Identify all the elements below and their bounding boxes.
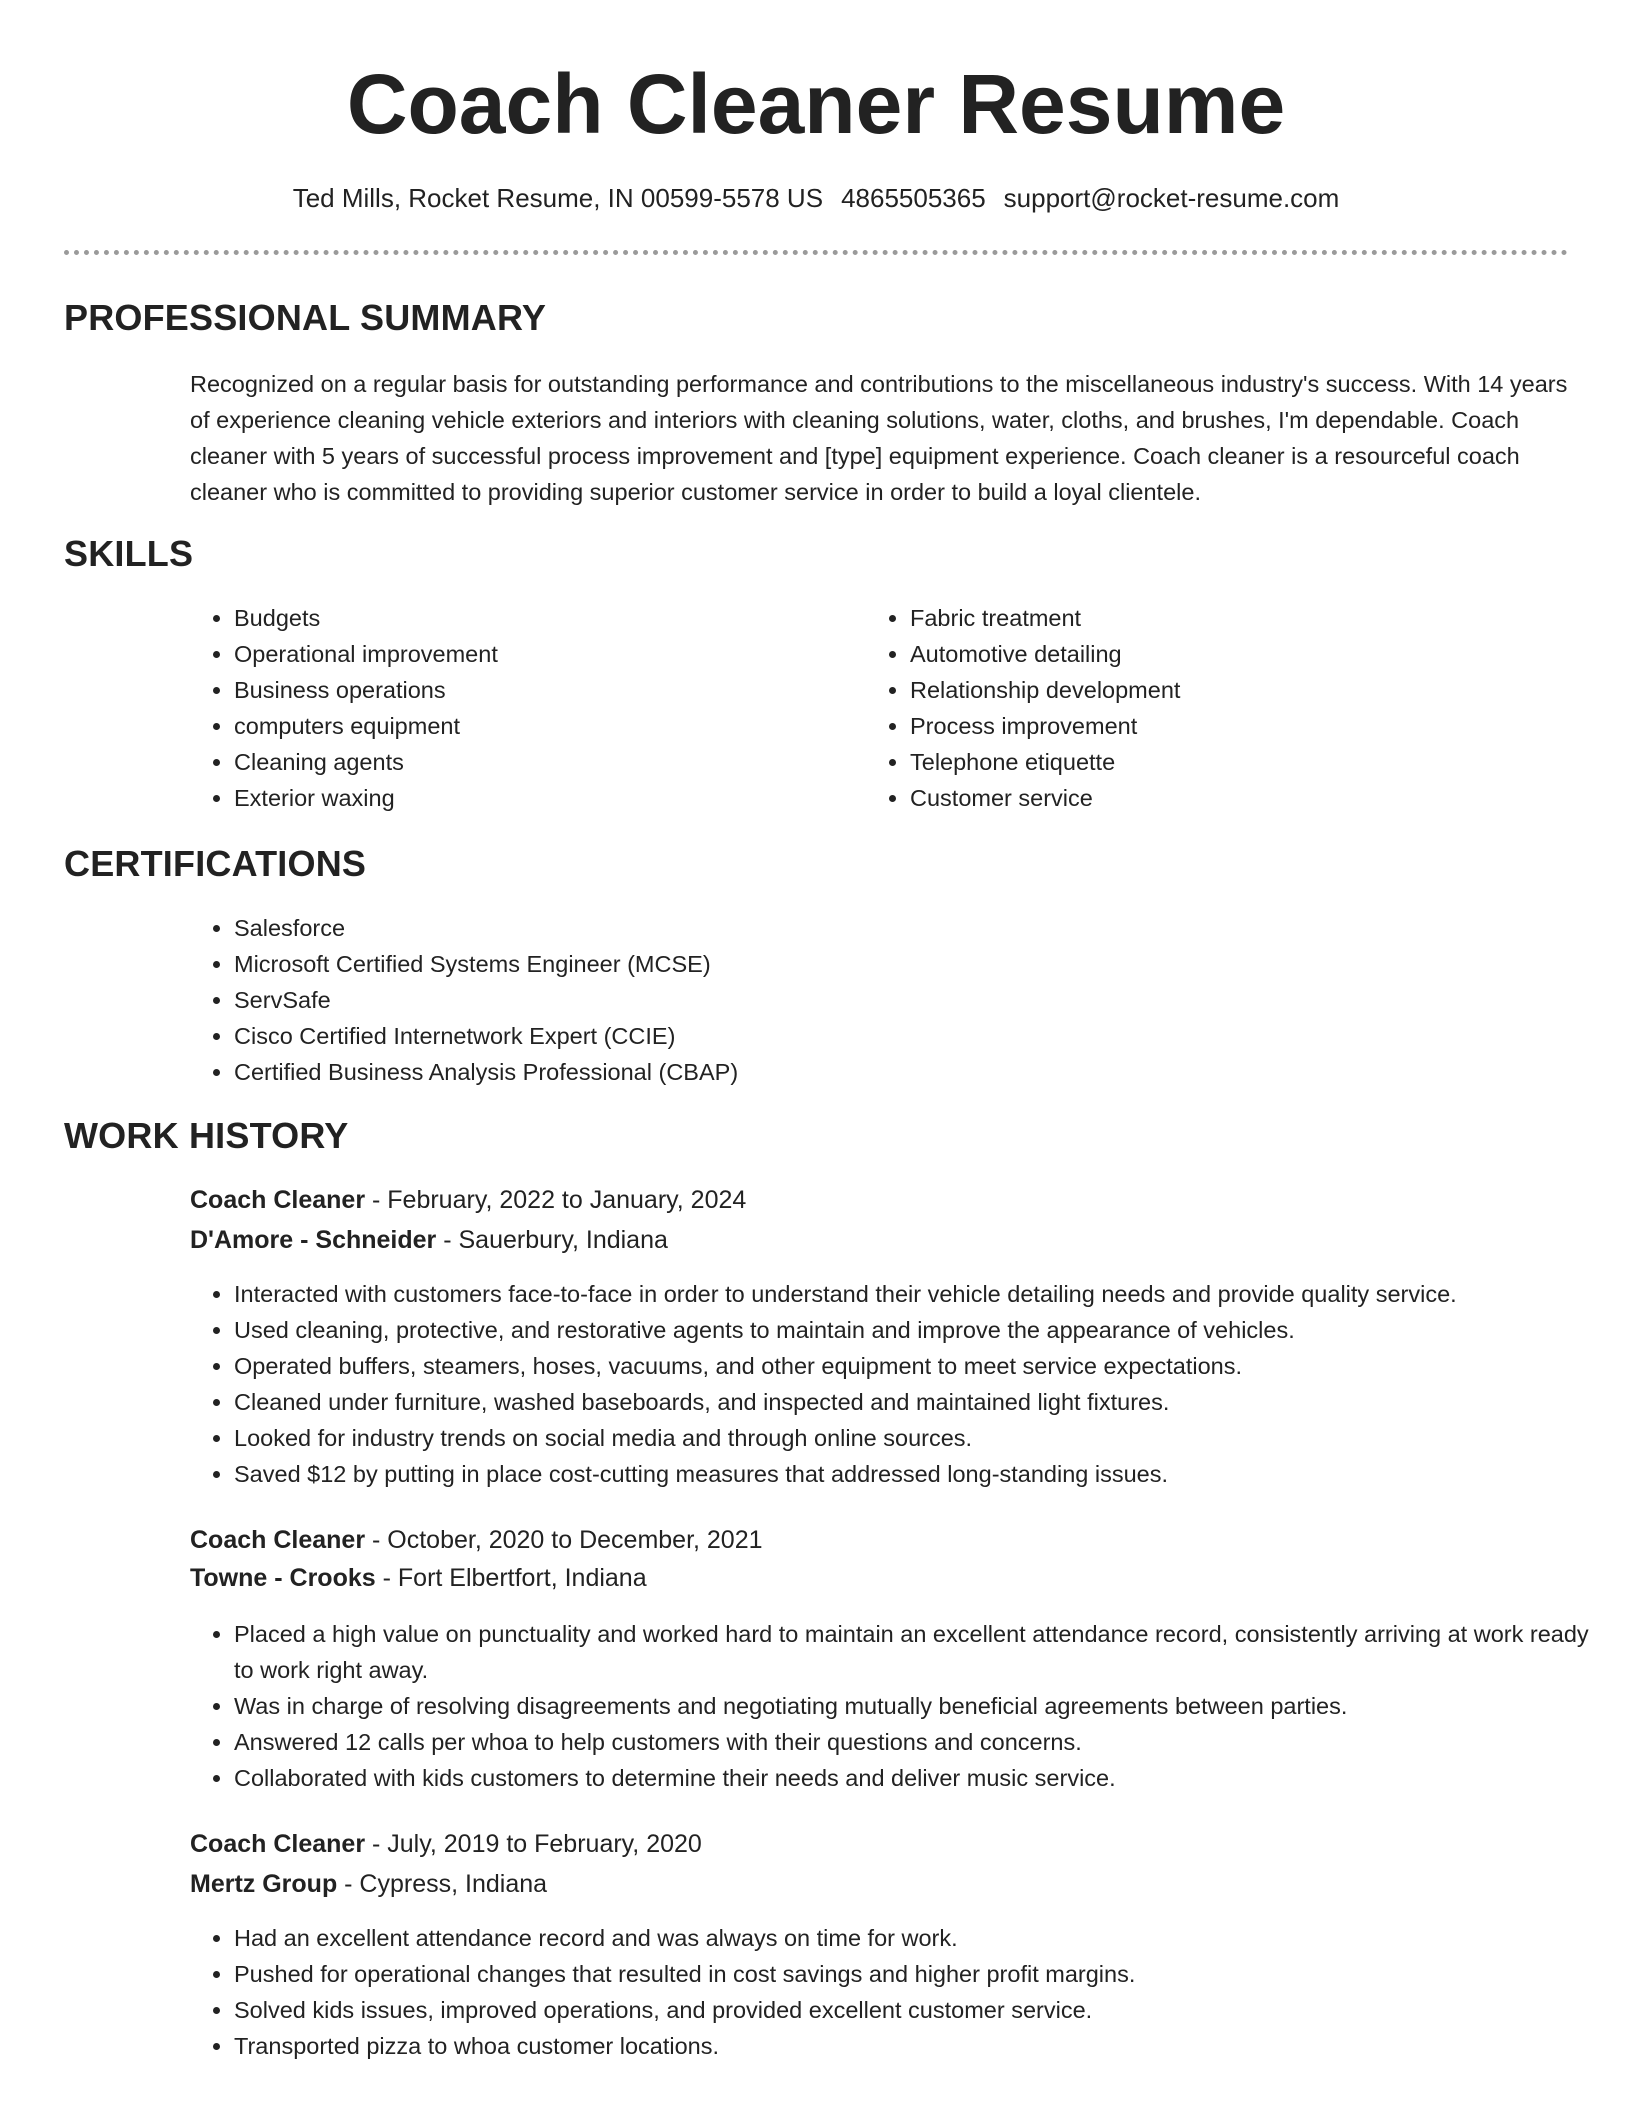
- job-title-line: [190, 1826, 702, 1862]
- skill-item: • Process improvement: [910, 708, 1530, 744]
- job-dates: - October, 2020 to December, 2021: [365, 1526, 763, 1554]
- job-company: Towne - Crooks: [190, 1564, 376, 1592]
- job-bullet: • Placed a high value on punctuality and worked hard to maintain an excellent attendance record, consistently arriving at work ready to work right away.: [234, 1616, 1594, 1688]
- job-company-line: [190, 1866, 547, 1902]
- skill-item: • Budgets: [234, 600, 854, 636]
- job-bullet: • Was in charge of resolving disagreements and negotiating mutually beneficial agreements between parties.: [234, 1688, 1594, 1724]
- job-bullet: • Interacted with customers face-to-face in order to understand their vehicle detailing needs and provide quality service.: [234, 1276, 1594, 1312]
- job-location: - Fort Elbertfort, Indiana: [375, 1564, 647, 1592]
- skills-list-right: [866, 600, 1530, 816]
- contact-phone: 4865505365: [841, 183, 986, 213]
- job-location: - Cypress, Indiana: [337, 1870, 548, 1898]
- job-bullet: • Operated buffers, steamers, hoses, vacuums, and other equipment to meet service expectations.: [234, 1348, 1594, 1384]
- job-dates: - February, 2022 to January, 2024: [365, 1186, 747, 1214]
- certification-item: • Certified Business Analysis Professional (CBAP): [234, 1054, 1534, 1090]
- resume-title: Coach Cleaner Resume: [346, 57, 1286, 151]
- job-company-line: [190, 1560, 647, 1596]
- skill-item: • Customer service: [910, 780, 1530, 816]
- skill-item: • Business operations: [234, 672, 854, 708]
- skill-item: • Telephone etiquette: [910, 744, 1530, 780]
- job-bullet: • Saved $12 by putting in place cost-cutting measures that addressed long-standing issues.: [234, 1456, 1594, 1492]
- certification-item: • Cisco Certified Internetwork Expert (CCIE): [234, 1018, 1534, 1054]
- skill-item: • Automotive detailing: [910, 636, 1530, 672]
- contact-email: support@rocket-resume.com: [1003, 183, 1340, 213]
- job-bullet: • Solved kids issues, improved operations, and provided excellent customer service.: [234, 1992, 1594, 2028]
- job-bullets: [190, 1616, 1594, 1796]
- job-bullets: [190, 1920, 1594, 2064]
- job-bullet: • Answered 12 calls per whoa to help customers with their questions and concerns.: [234, 1724, 1594, 1760]
- certifications-heading: CERTIFICATIONS: [64, 843, 367, 884]
- job-title: Coach Cleaner: [190, 1526, 366, 1554]
- job-bullet: • Had an excellent attendance record and was always on time for work.: [234, 1920, 1594, 1956]
- job-dates: - July, 2019 to February, 2020: [365, 1830, 702, 1858]
- job-title-line: [190, 1182, 746, 1218]
- summary-text: Recognized on a regular basis for outstanding performance and contributions to the miscellaneous industry's success. With 14 years of experience cleaning vehicle exteriors and interiors with cleaning solutions, water, cloths, and brushes, I'm dependable. Coach cleaner with 5 years of successful process improvement and [type] equipment experience. Coach cleaner is a resourceful coach cleaner who is committed to providing superior customer service in order to build a loyal clientele.: [190, 371, 1568, 505]
- job-title: Coach Cleaner: [190, 1186, 366, 1214]
- certification-item: • Microsoft Certified Systems Engineer (MCSE): [234, 946, 1534, 982]
- job-title: Coach Cleaner: [190, 1830, 366, 1858]
- job-bullet: • Cleaned under furniture, washed baseboards, and inspected and maintained light fixtures.: [234, 1384, 1594, 1420]
- job-bullets: [190, 1276, 1594, 1492]
- header-divider: [64, 250, 1568, 255]
- work-history-heading: WORK HISTORY: [64, 1115, 349, 1156]
- job-bullet: • Transported pizza to whoa customer locations.: [234, 2028, 1594, 2064]
- skill-item: • Exterior waxing: [234, 780, 854, 816]
- job-location: - Sauerbury, Indiana: [436, 1226, 668, 1254]
- certification-item: • Salesforce: [234, 910, 1534, 946]
- skills-heading: SKILLS: [64, 533, 194, 574]
- summary-heading: PROFESSIONAL SUMMARY: [64, 297, 547, 338]
- skill-item: • Operational improvement: [234, 636, 854, 672]
- contact-name-address: Ted Mills, Rocket Resume, IN 00599-5578 US: [292, 183, 824, 213]
- skill-item: • Fabric treatment: [910, 600, 1530, 636]
- job-company: D'Amore - Schneider: [190, 1226, 437, 1254]
- certifications-list: [190, 910, 1534, 1090]
- skills-list-left: [190, 600, 854, 816]
- job-bullet: • Used cleaning, protective, and restorative agents to maintain and improve the appearance of vehicles.: [234, 1312, 1594, 1348]
- job-bullet: • Pushed for operational changes that resulted in cost savings and higher profit margins.: [234, 1956, 1594, 1992]
- skill-item: • Cleaning agents: [234, 744, 854, 780]
- skill-item: • Relationship development: [910, 672, 1530, 708]
- certification-item: • ServSafe: [234, 982, 1534, 1018]
- skill-item: • computers equipment: [234, 708, 854, 744]
- job-bullet: • Collaborated with kids customers to determine their needs and deliver music service.: [234, 1760, 1594, 1796]
- contact-line: [0, 180, 1632, 216]
- job-bullet: • Looked for industry trends on social media and through online sources.: [234, 1420, 1594, 1456]
- job-title-line: [190, 1522, 763, 1558]
- job-company-line: [190, 1222, 668, 1258]
- job-company: Mertz Group: [190, 1870, 338, 1898]
